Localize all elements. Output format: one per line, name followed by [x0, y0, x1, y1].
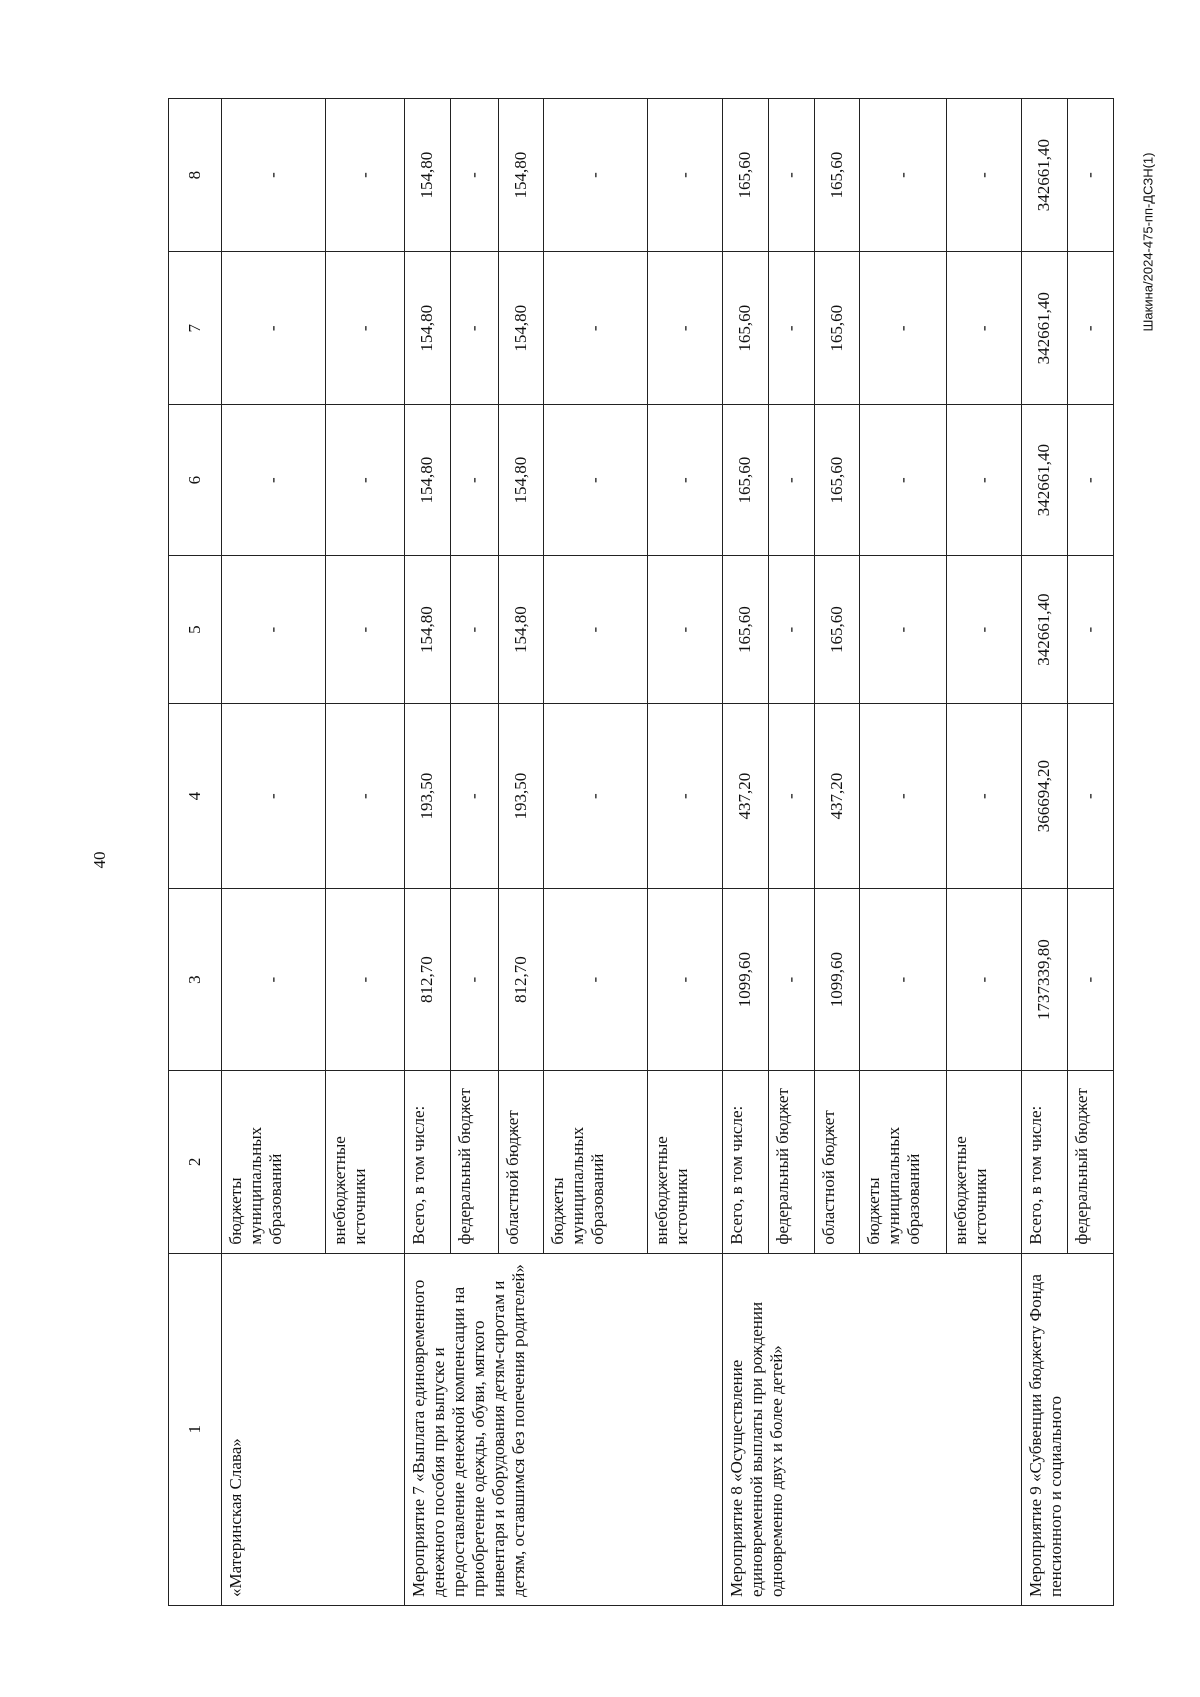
column-number: 3 [169, 888, 222, 1070]
amount-cell: - [947, 555, 1022, 703]
amount-cell: - [769, 405, 815, 556]
amount-cell: - [222, 99, 326, 252]
amount-cell: - [648, 888, 723, 1070]
amount-cell: - [1068, 252, 1114, 405]
amount-cell: 1099,60 [815, 888, 860, 1070]
funding-table [168, 98, 1114, 1606]
amount-cell: - [222, 405, 326, 556]
amount-cell: 1737339,80 [1022, 888, 1068, 1070]
amount-cell: - [1068, 405, 1114, 556]
amount-cell: 193,50 [405, 704, 451, 889]
amount-cell: - [769, 704, 815, 889]
amount-cell: 165,60 [815, 99, 860, 252]
amount-cell: 154,80 [499, 405, 544, 556]
amount-cell: 154,80 [499, 252, 544, 405]
amount-cell: - [326, 704, 405, 889]
amount-cell: - [451, 704, 499, 889]
amount-cell: - [451, 252, 499, 405]
amount-cell: - [1068, 99, 1114, 252]
amount-cell: - [648, 704, 723, 889]
table-row [1022, 99, 1068, 1606]
amount-cell: 342661,40 [1022, 252, 1068, 405]
amount-cell: - [769, 252, 815, 405]
amount-cell: - [326, 99, 405, 252]
amount-cell: - [326, 252, 405, 405]
funding-source-cell: областной бюджет [499, 1071, 544, 1253]
amount-cell: - [860, 405, 947, 556]
table-container [168, 98, 1100, 1606]
column-number: 1 [169, 1253, 222, 1605]
funding-source-cell: бюджеты муниципальных образований [544, 1071, 648, 1253]
document-code [1136, 152, 1160, 332]
amount-cell: - [326, 405, 405, 556]
amount-cell: 154,80 [405, 99, 451, 252]
amount-cell: - [947, 99, 1022, 252]
amount-cell: - [947, 405, 1022, 556]
amount-cell: - [544, 405, 648, 556]
column-number: 7 [169, 252, 222, 405]
amount-cell: - [860, 888, 947, 1070]
amount-cell: - [860, 704, 947, 889]
amount-cell: 154,80 [499, 99, 544, 252]
amount-cell: - [1068, 888, 1114, 1070]
amount-cell: 193,50 [499, 704, 544, 889]
amount-cell: - [451, 888, 499, 1070]
event-name-cell: Мероприятие 9 «Субвенции бюджету Фонда пенсионного и социального [1022, 1253, 1114, 1605]
funding-source-cell: внебюджетные источники [326, 1071, 405, 1253]
amount-cell: - [544, 99, 648, 252]
page-number: 40 [90, 851, 109, 869]
funding-source-cell: бюджеты муниципальных образований [222, 1071, 326, 1253]
amount-cell: 342661,40 [1022, 555, 1068, 703]
amount-cell: 437,20 [815, 704, 860, 889]
amount-cell: - [1068, 704, 1114, 889]
funding-source-cell: Всего, в том числе: [1022, 1071, 1068, 1253]
amount-cell: 366694,20 [1022, 704, 1068, 889]
table-body [169, 99, 1114, 1606]
amount-cell: - [326, 888, 405, 1070]
amount-cell: 437,20 [723, 704, 769, 889]
amount-cell: - [648, 555, 723, 703]
event-name-cell: Мероприятие 7 «Выплата единовременного денежного пособия при выпуске и предоставление денежной компенсации на приобретение одежды, обуви, мягкого инвентаря и оборудования детям-сиротам и детям, оставшимся без попечения родителей» [405, 1253, 723, 1605]
amount-cell: - [222, 704, 326, 889]
column-number: 2 [169, 1071, 222, 1253]
amount-cell: - [222, 252, 326, 405]
amount-cell: 154,80 [405, 555, 451, 703]
amount-cell: 165,60 [723, 252, 769, 405]
amount-cell: 1099,60 [723, 888, 769, 1070]
document-code-text: Шакина/2024-475-пп-ДСЗН(1) [1140, 152, 1156, 332]
column-number: 8 [169, 99, 222, 252]
amount-cell: 165,60 [723, 555, 769, 703]
funding-source-cell: федеральный бюджет [1068, 1071, 1114, 1253]
amount-cell: - [451, 555, 499, 703]
amount-cell: 342661,40 [1022, 99, 1068, 252]
amount-cell: 812,70 [499, 888, 544, 1070]
funding-source-cell: областной бюджет [815, 1071, 860, 1253]
amount-cell: - [648, 405, 723, 556]
funding-source-cell: федеральный бюджет [451, 1071, 499, 1253]
amount-cell: - [769, 555, 815, 703]
amount-cell: - [947, 888, 1022, 1070]
table-row [222, 99, 326, 1606]
amount-cell: - [648, 252, 723, 405]
funding-source-cell: Всего, в том числе: [723, 1071, 769, 1253]
funding-source-cell: внебюджетные источники [648, 1071, 723, 1253]
funding-source-cell: внебюджетные источники [947, 1071, 1022, 1253]
amount-cell: - [648, 99, 723, 252]
amount-cell: - [222, 555, 326, 703]
table-row [405, 99, 451, 1606]
amount-cell: - [544, 888, 648, 1070]
event-name-cell: «Материнская Слава» [222, 1253, 405, 1605]
amount-cell: - [860, 99, 947, 252]
amount-cell: - [544, 252, 648, 405]
amount-cell: - [451, 405, 499, 556]
column-number: 5 [169, 555, 222, 703]
amount-cell: 154,80 [405, 405, 451, 556]
amount-cell: - [544, 704, 648, 889]
amount-cell: 165,60 [815, 555, 860, 703]
amount-cell: - [769, 888, 815, 1070]
header-row [169, 99, 222, 1606]
funding-source-cell: Всего, в том числе: [405, 1071, 451, 1253]
amount-cell: 165,60 [723, 405, 769, 556]
amount-cell: - [860, 252, 947, 405]
amount-cell: 812,70 [405, 888, 451, 1070]
amount-cell: - [860, 555, 947, 703]
column-number: 6 [169, 405, 222, 556]
amount-cell: - [769, 99, 815, 252]
amount-cell: 165,60 [723, 99, 769, 252]
column-number: 4 [169, 704, 222, 889]
table-row [723, 99, 769, 1606]
funding-source-cell: бюджеты муниципальных образований [860, 1071, 947, 1253]
amount-cell: - [947, 704, 1022, 889]
amount-cell: - [1068, 555, 1114, 703]
funding-source-cell: федеральный бюджет [769, 1071, 815, 1253]
amount-cell: - [544, 555, 648, 703]
amount-cell: 342661,40 [1022, 405, 1068, 556]
amount-cell: 154,80 [499, 555, 544, 703]
event-name-cell: Мероприятие 8 «Осуществление единовременной выплаты при рождении одновременно двух и более детей» [723, 1253, 1022, 1605]
amount-cell: - [451, 99, 499, 252]
amount-cell: - [326, 555, 405, 703]
amount-cell: - [222, 888, 326, 1070]
amount-cell: 154,80 [405, 252, 451, 405]
amount-cell: 165,60 [815, 252, 860, 405]
amount-cell: - [947, 252, 1022, 405]
amount-cell: 165,60 [815, 405, 860, 556]
